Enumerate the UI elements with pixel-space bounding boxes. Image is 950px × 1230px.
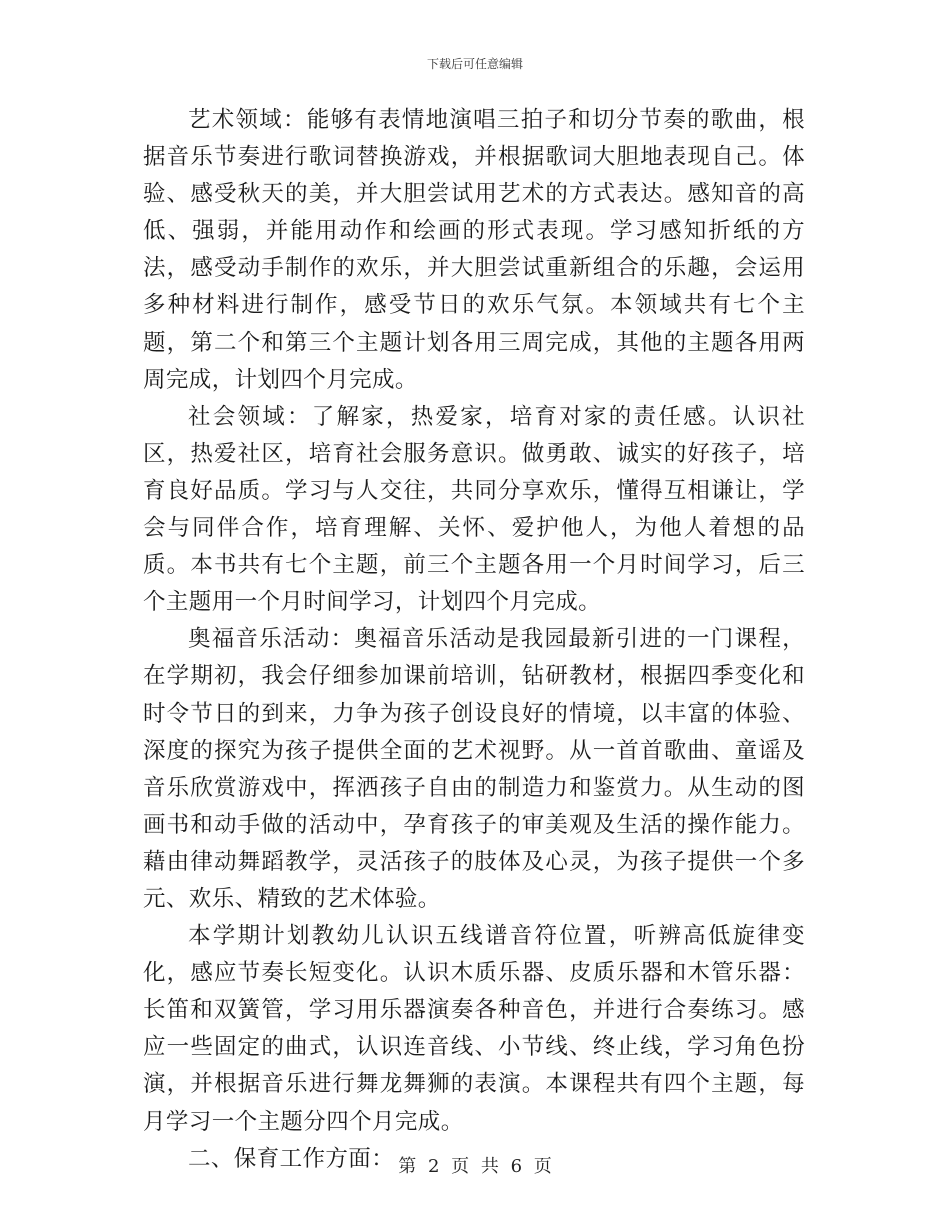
document-body bbox=[143, 102, 805, 1178]
paragraph-art-domain: 艺术领域：能够有表情地演唱三拍子和切分节奏的歌曲，根据音乐节奏进行歌词替换游戏，并根据歌词大胆地表现自己。体验、感受秋天的美，并大胆尝试用艺术的方式表达。感知音的高低、强弱，并能用动作和绘画的形式表现。学习感知折纸的方法，感受动手制作的欢乐，并大胆尝试重新组合的乐趣，会运用多种材料进行制作，感受节日的欢乐气氛。本领域共有七个主题，第二个和第三个主题计划各用三周完成，其他的主题各用两周完成，计划四个月完成。 bbox=[143, 107, 805, 393]
page-number-footer: 第 2 页 共 6 页 bbox=[398, 1156, 552, 1177]
section-heading-childcare: 二、保育工作方面： bbox=[188, 1145, 395, 1172]
paragraph-social-domain: 社会领域：了解家，热爱家，培育对家的责任感。认识社区，热爱社区，培育社会服务意识。做勇敢、诚实的好孩子，培育良好品质。学习与人交往，共同分享欢乐，懂得互相谦让，学会与同伴合作，培育理解、关怀、爱护他人，为他人着想的品质。本书共有七个主题，前三个主题各用一个月时间学习，后三个主题用一个月时间学习，计划四个月完成。 bbox=[143, 403, 805, 616]
paragraph-semester-plan: 本学期计划教幼儿认识五线谱音符位置，听辨高低旋律变化，感应节奏长短变化。认识木质乐器、皮质乐器和木管乐器：长笛和双簧管，学习用乐器演奏各种音色，并进行合奏练习。感应一些固定的曲式，认识连音线、小节线、终止线，学习角色扮演，并根据音乐进行舞龙舞狮的表演。本课程共有四个主题，每月学习一个主题分四个月完成。 bbox=[143, 923, 805, 1135]
header-note: 下载后可任意编辑 bbox=[426, 57, 523, 71]
paragraph-orff-music: 奥福音乐活动：奥福音乐活动是我园最新引进的一门课程，在学期初，我会仔细参加课前培训，钻研教材，根据四季变化和时令节日的到来，力争为孩子创设良好的情境，以丰富的体验、深度的探究为孩子提供全面的艺术视野。从一首首歌曲、童谣及音乐欣赏游戏中，挥洒孩子自由的制造力和鉴赏力。从生动的图画书和动手做的活动中，孕育孩子的审美观及生活的操作能力。藉由律动舞蹈教学，灵活孩子的肢体及心灵，为孩子提供一个多元、欢乐、精致的艺术体验。 bbox=[143, 626, 805, 912]
